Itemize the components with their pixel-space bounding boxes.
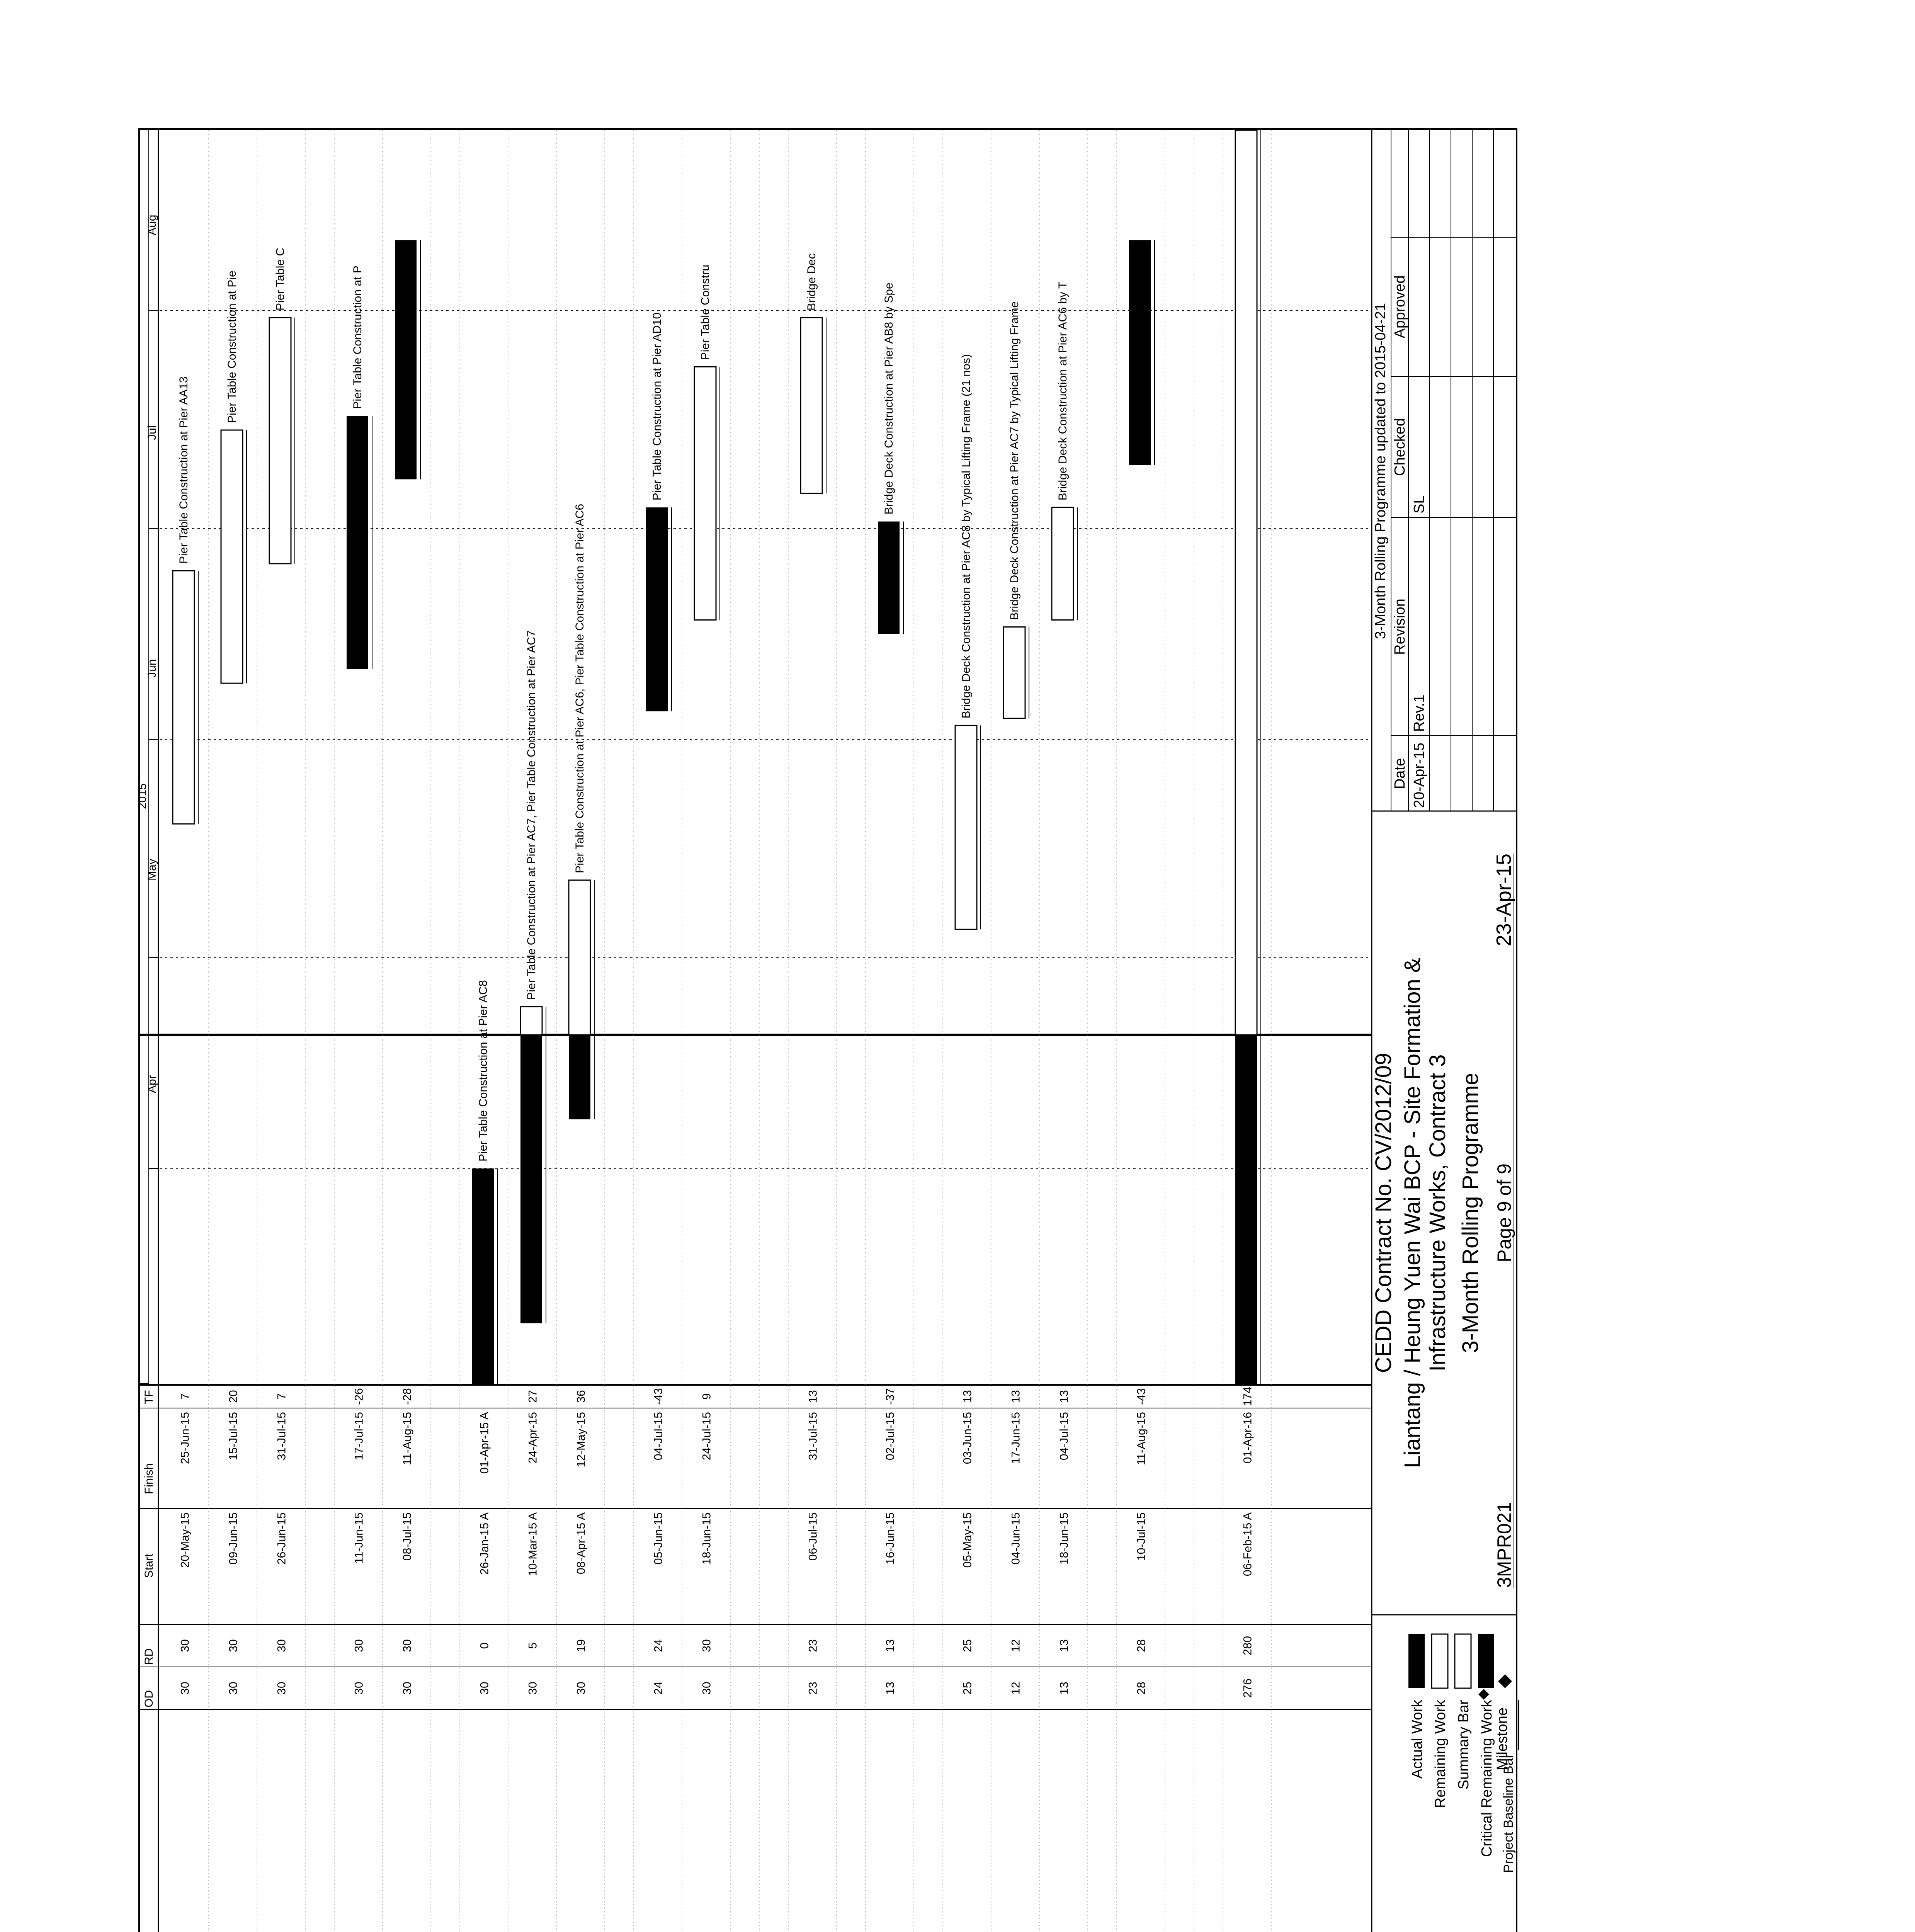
legend-label-actual: Actual Work xyxy=(1409,1700,1425,1779)
legend-label-remaining: Remaining Work xyxy=(1432,1700,1449,1808)
finish-date-cell: 15-Jul-15 xyxy=(227,1412,240,1461)
remaining-bar xyxy=(694,367,716,620)
actual-bar xyxy=(1235,1035,1257,1384)
programme-title: 3-Month Rolling Programme xyxy=(1458,1073,1483,1353)
finish-date-cell: 31-Jul-15 xyxy=(275,1412,288,1461)
original-duration-cell: 30 xyxy=(275,1682,288,1695)
total-float-cell: -43 xyxy=(1135,1388,1148,1405)
original-duration-cell: 30 xyxy=(700,1682,713,1695)
issue-date: 23-Apr-15 xyxy=(1492,854,1515,947)
revision-header-date: Date xyxy=(1392,758,1408,789)
legend-swatch-critical xyxy=(1478,1634,1494,1688)
original-duration-cell: 30 xyxy=(401,1682,414,1695)
start-date-cell: 09-Jun-15 xyxy=(227,1512,240,1565)
original-duration-cell: 25 xyxy=(961,1682,974,1695)
month-aug: Aug xyxy=(146,214,158,235)
page-number: Page 9 of 9 xyxy=(1493,1163,1515,1262)
bar-label: Pier Table Construction at Pier AA13 xyxy=(177,376,190,564)
start-date-cell: 16-Jun-15 xyxy=(884,1512,897,1565)
start-date-cell: 06-Jul-15 xyxy=(806,1512,820,1561)
remaining-duration-cell: 25 xyxy=(961,1639,974,1652)
start-date-cell: 18-Jun-15 xyxy=(1058,1512,1071,1565)
actual-bar xyxy=(569,1035,590,1119)
original-duration-cell: 30 xyxy=(227,1682,240,1695)
remaining-duration-cell: 30 xyxy=(227,1639,240,1652)
revision-header-approved: Approved xyxy=(1392,275,1408,338)
total-float-cell: 7 xyxy=(275,1393,288,1400)
remaining-duration-cell: 13 xyxy=(884,1639,897,1652)
critical-bar xyxy=(395,240,417,480)
total-float-cell: 13 xyxy=(1009,1390,1022,1403)
start-date-cell: 26-Jan-15 A xyxy=(478,1512,491,1575)
header-finish: Finish xyxy=(143,1463,155,1494)
total-float-cell: -43 xyxy=(652,1388,665,1405)
revision-title: 3-Month Rolling Programme updated to 2015-04-21 xyxy=(1372,303,1389,639)
bar-label: Pier Table Construction at Pie xyxy=(226,270,238,423)
critical-bar xyxy=(878,522,900,634)
remaining-bar xyxy=(221,430,243,683)
critical-bar xyxy=(347,416,368,669)
finish-date-cell: 24-Jul-15 xyxy=(700,1412,713,1461)
bar-label: Bridge Deck Construction at Pier AB8 by Spe xyxy=(883,282,895,515)
remaining-duration-cell: 12 xyxy=(1009,1639,1022,1652)
revision-header-revision: Revision xyxy=(1392,599,1408,655)
total-float-cell: 27 xyxy=(526,1390,539,1403)
original-duration-cell: 30 xyxy=(575,1682,588,1695)
total-float-cell: -28 xyxy=(401,1388,414,1405)
start-date-cell: 08-Jul-15 xyxy=(401,1512,414,1561)
original-duration-cell: 276 xyxy=(1241,1678,1254,1698)
critical-bar xyxy=(1129,240,1151,465)
legend-label-summary: Summary Bar xyxy=(1456,1700,1472,1790)
start-date-cell: 08-Apr-15 A xyxy=(575,1512,588,1575)
original-duration-cell: 30 xyxy=(352,1682,366,1695)
month-may: May xyxy=(146,859,158,881)
header-start: Start xyxy=(143,1553,155,1578)
finish-date-cell: 31-Jul-15 xyxy=(806,1412,820,1461)
bar-label: Pier Table Construction at Pier AC8 xyxy=(477,980,490,1162)
finish-date-cell: 01-Apr-16 xyxy=(1241,1412,1254,1464)
legend-label-critical: Critical Remaining Work xyxy=(1479,1700,1495,1857)
original-duration-cell: 28 xyxy=(1135,1682,1148,1695)
actual-bar xyxy=(472,1168,494,1384)
month-jul: Jul xyxy=(146,425,158,440)
remaining-duration-cell: 24 xyxy=(652,1639,665,1652)
remaining-duration-cell: 13 xyxy=(1058,1639,1071,1652)
bar-label: Bridge Deck Construction at Pier AC7 by Typical Lifting Frame xyxy=(1008,301,1021,620)
finish-date-cell: 17-Jul-15 xyxy=(352,1412,366,1461)
original-duration-cell: 12 xyxy=(1009,1682,1022,1695)
start-date-cell: 11-Jun-15 xyxy=(352,1512,366,1564)
header-tf: TF xyxy=(143,1390,155,1404)
month-apr: Apr xyxy=(146,1075,158,1093)
total-float-cell: -26 xyxy=(352,1388,366,1405)
remaining-bar xyxy=(173,571,194,824)
bar-label: Bridge Deck Construction at Pier AC6 by T xyxy=(1056,281,1069,501)
critical-bar xyxy=(646,507,668,711)
remaining-duration-cell: 30 xyxy=(352,1639,366,1652)
finish-date-cell: 12-May-15 xyxy=(575,1412,588,1468)
start-date-cell: 05-Jun-15 xyxy=(652,1512,665,1565)
remaining-duration-cell: 5 xyxy=(526,1642,539,1649)
header-od: OD xyxy=(143,1690,155,1708)
legend-swatch-summary xyxy=(1455,1634,1471,1688)
bar-label: Pier Table C xyxy=(274,247,287,311)
remaining-duration-cell: 30 xyxy=(275,1639,288,1652)
original-duration-cell: 13 xyxy=(1058,1682,1071,1695)
finish-date-cell: 03-Jun-15 xyxy=(961,1412,974,1464)
finish-date-cell: 11-Aug-15 xyxy=(401,1412,414,1465)
total-float-cell: 7 xyxy=(179,1393,192,1400)
original-duration-cell: 30 xyxy=(478,1682,491,1695)
legend-swatch-actual xyxy=(1408,1634,1425,1688)
start-date-cell: 04-Jun-15 xyxy=(1009,1512,1022,1565)
remaining-bar xyxy=(569,880,590,1035)
legend-label-milestone: Milestone xyxy=(1494,1708,1510,1770)
finish-date-cell: 01-Apr-15 A xyxy=(478,1412,491,1474)
remaining-duration-cell: 0 xyxy=(478,1642,491,1649)
remaining-bar xyxy=(269,318,291,564)
finish-date-cell: 11-Aug-15 xyxy=(1135,1412,1148,1465)
remaining-bar xyxy=(1003,627,1025,719)
actual-bar xyxy=(520,1035,542,1323)
original-duration-cell: 30 xyxy=(526,1682,539,1695)
finish-date-cell: 17-Jun-15 xyxy=(1009,1412,1022,1464)
remaining-bar xyxy=(1052,507,1073,620)
original-duration-cell: 23 xyxy=(806,1682,820,1695)
remaining-duration-cell: 280 xyxy=(1241,1636,1254,1656)
remaining-duration-cell: 30 xyxy=(401,1639,414,1652)
bar-label: Pier Table Constru xyxy=(699,264,712,360)
start-date-cell: 05-May-15 xyxy=(961,1512,974,1568)
document-code: 3MPR021 xyxy=(1493,1502,1515,1588)
finish-date-cell: 02-Jul-15 xyxy=(884,1412,897,1461)
remaining-bar xyxy=(801,318,822,493)
total-float-cell: 13 xyxy=(961,1390,974,1403)
total-float-cell: 174 xyxy=(1241,1386,1254,1406)
header-rd: RD xyxy=(143,1648,155,1665)
remaining-bar xyxy=(955,725,977,929)
total-float-cell: 20 xyxy=(227,1390,240,1403)
start-date-cell: 10-Jul-15 xyxy=(1135,1512,1148,1561)
project-title-line2: Infrastructure Works, Contract 3 xyxy=(1425,1054,1450,1372)
total-float-cell: 13 xyxy=(1058,1390,1071,1403)
start-date-cell: 18-Jun-15 xyxy=(700,1512,713,1565)
bar-label: Bridge Deck Construction at Pier AC8 by Typical Lifting Frame (21 nos) xyxy=(960,354,973,719)
finish-date-cell: 04-Jul-15 xyxy=(652,1412,665,1461)
remaining-bar xyxy=(1235,130,1257,1035)
finish-date-cell: 24-Apr-15 xyxy=(526,1412,539,1464)
revision-row-revision: Rev.1 xyxy=(1411,694,1427,732)
project-title-line1: Liantang / Heung Yuen Wai BCP - Site Formation & xyxy=(1400,957,1425,1468)
start-date-cell: 20-May-15 xyxy=(179,1512,192,1568)
month-jun: Jun xyxy=(146,659,158,678)
original-duration-cell: 30 xyxy=(179,1682,192,1695)
total-float-cell: 9 xyxy=(700,1393,713,1400)
finish-date-cell: 04-Jul-15 xyxy=(1058,1412,1071,1461)
start-date-cell: 06-Feb-15 A xyxy=(1241,1512,1254,1577)
bar-label: Pier Table Construction at P xyxy=(351,265,364,409)
total-float-cell: 13 xyxy=(806,1390,820,1403)
remaining-duration-cell: 28 xyxy=(1135,1639,1148,1652)
finish-date-cell: 25-Jun-15 xyxy=(179,1412,192,1464)
bar-label: Pier Table Construction at Pier AD10 xyxy=(651,312,663,501)
remaining-duration-cell: 19 xyxy=(575,1639,588,1652)
remaining-duration-cell: 30 xyxy=(700,1639,713,1652)
remaining-duration-cell: 30 xyxy=(179,1639,192,1652)
revision-row-checked: SL xyxy=(1411,495,1427,514)
total-float-cell: -37 xyxy=(884,1388,897,1405)
legend-label-baseline: Project Baseline Bar xyxy=(1501,1754,1516,1873)
legend-swatch-remaining xyxy=(1432,1634,1448,1688)
original-duration-cell: 13 xyxy=(884,1682,897,1695)
bar-label: Pier Table Construction at Pier AC6, Pier Table Construction at Pier AC6 xyxy=(573,503,586,873)
contract-number: CEDD Contract No. CV/2012/09 xyxy=(1371,1053,1396,1373)
total-float-cell: 36 xyxy=(575,1390,588,1403)
original-duration-cell: 24 xyxy=(652,1682,665,1695)
start-date-cell: 26-Jun-15 xyxy=(275,1512,288,1565)
revision-header-checked: Checked xyxy=(1392,418,1408,476)
revision-row-date: 20-Apr-15 xyxy=(1411,743,1427,808)
bar-label: Pier Table Construction at Pier AC7, Pier Table Construction at Pier AC7 xyxy=(525,630,538,1000)
remaining-duration-cell: 23 xyxy=(806,1639,820,1652)
remaining-bar xyxy=(520,1007,542,1035)
start-date-cell: 10-Mar-15 A xyxy=(526,1512,539,1577)
bar-label: Bridge Dec xyxy=(805,253,818,311)
timescale-year: 2015 xyxy=(136,783,149,809)
